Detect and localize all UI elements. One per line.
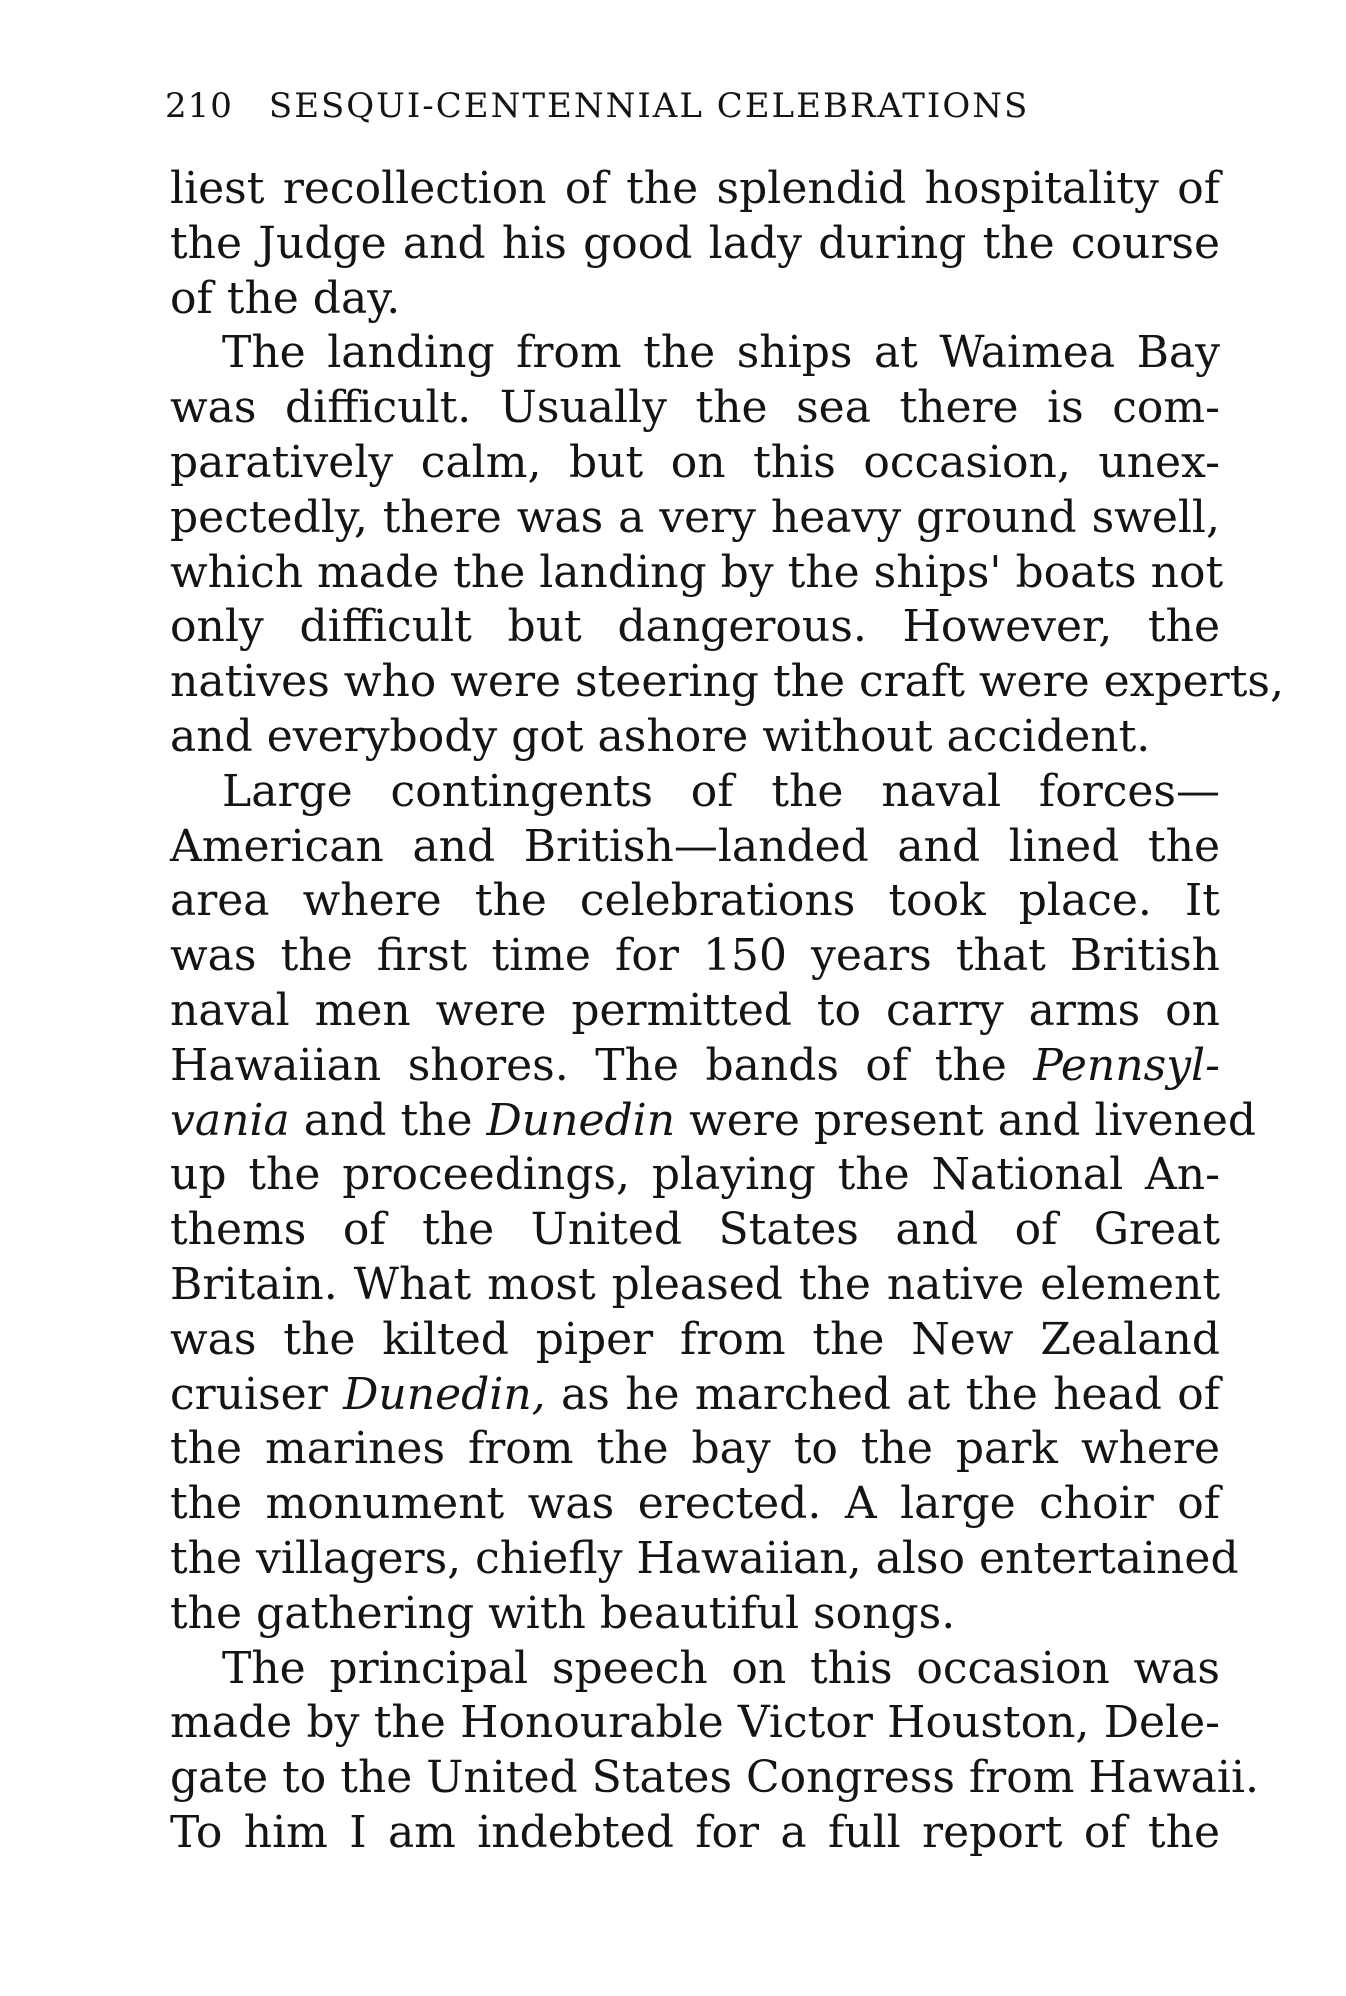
text-line: liest recollection of the splendid hospitality of (170, 163, 1220, 214)
text-line: the Judge and his good lady during the course (170, 217, 1220, 269)
text-segment: and the (303, 1094, 473, 1146)
text-line (170, 1094, 1257, 1149)
text-line: area where the celebrations took place. It (170, 875, 1220, 927)
text-line: To him I am indebted for a full report of the (170, 1806, 1220, 1858)
text-line: and everybody got ashore without accident. (170, 710, 1151, 762)
page-number: 210 (165, 86, 233, 126)
text-line: the marines from the bay to the park where (170, 1423, 1220, 1475)
text-line: up the proceedings, playing the National An- (170, 1149, 1220, 1201)
text-line (170, 1039, 1220, 1094)
text-line: the villagers, chiefly Hawaiian, also entertained (170, 1532, 1239, 1584)
text-line: was difficult. Usually the sea there is com- (170, 382, 1220, 434)
ship-name-dunedin: Dunedin (486, 1094, 676, 1146)
text-line: Britain. What most pleased the native element (170, 1258, 1220, 1310)
body-text (170, 162, 1284, 1861)
running-head (165, 78, 1215, 134)
ship-name-pennsylvania: Pennsyl- (1033, 1039, 1220, 1091)
text-line: The principal speech on this occasion was (222, 1642, 1220, 1694)
text-line: Large contingents of the naval forces— (222, 765, 1220, 817)
text-line: gate to the United States Congress from Hawaii. (170, 1752, 1260, 1804)
text-line: was the kilted piper from the New Zealand (170, 1313, 1220, 1365)
running-title: SESQUI-CENTENNIAL CELEBRATIONS (268, 86, 1030, 126)
text-line: which made the landing by the ships' boats not (170, 546, 1224, 598)
text-line: of the day. (170, 272, 401, 324)
text-segment: cruiser (170, 1368, 328, 1420)
text-line: made by the Honourable Victor Houston, Dele- (170, 1697, 1220, 1749)
text-line: The landing from the ships at Waimea Bay (222, 327, 1220, 379)
text-line (170, 1368, 1220, 1423)
text-line: the monument was erected. A large choir of (170, 1478, 1220, 1530)
ship-name-dunedin: Dunedin, (343, 1368, 546, 1420)
text-segment: were present and livened (689, 1094, 1257, 1146)
text-line: only difficult but dangerous. However, the (170, 601, 1220, 653)
text-line: pectedly, there was a very heavy ground swell, (170, 491, 1220, 543)
text-line: naval men were permitted to carry arms on (170, 984, 1220, 1036)
text-line: the gathering with beautiful songs. (170, 1587, 956, 1639)
ship-name-pennsylvania-cont: vania (170, 1094, 290, 1146)
text-line: American and British—landed and lined the (170, 820, 1220, 872)
text-line: paratively calm, but on this occasion, unex- (170, 436, 1220, 488)
text-line: natives who were steering the craft were experts, (170, 656, 1284, 708)
text-segment: as he marched at the head of (561, 1368, 1220, 1420)
text-line: was the first time for 150 years that British (170, 930, 1220, 982)
text-line: thems of the United States and of Great (170, 1204, 1220, 1256)
text-segment: Hawaiian shores. The bands of the (170, 1039, 1007, 1091)
